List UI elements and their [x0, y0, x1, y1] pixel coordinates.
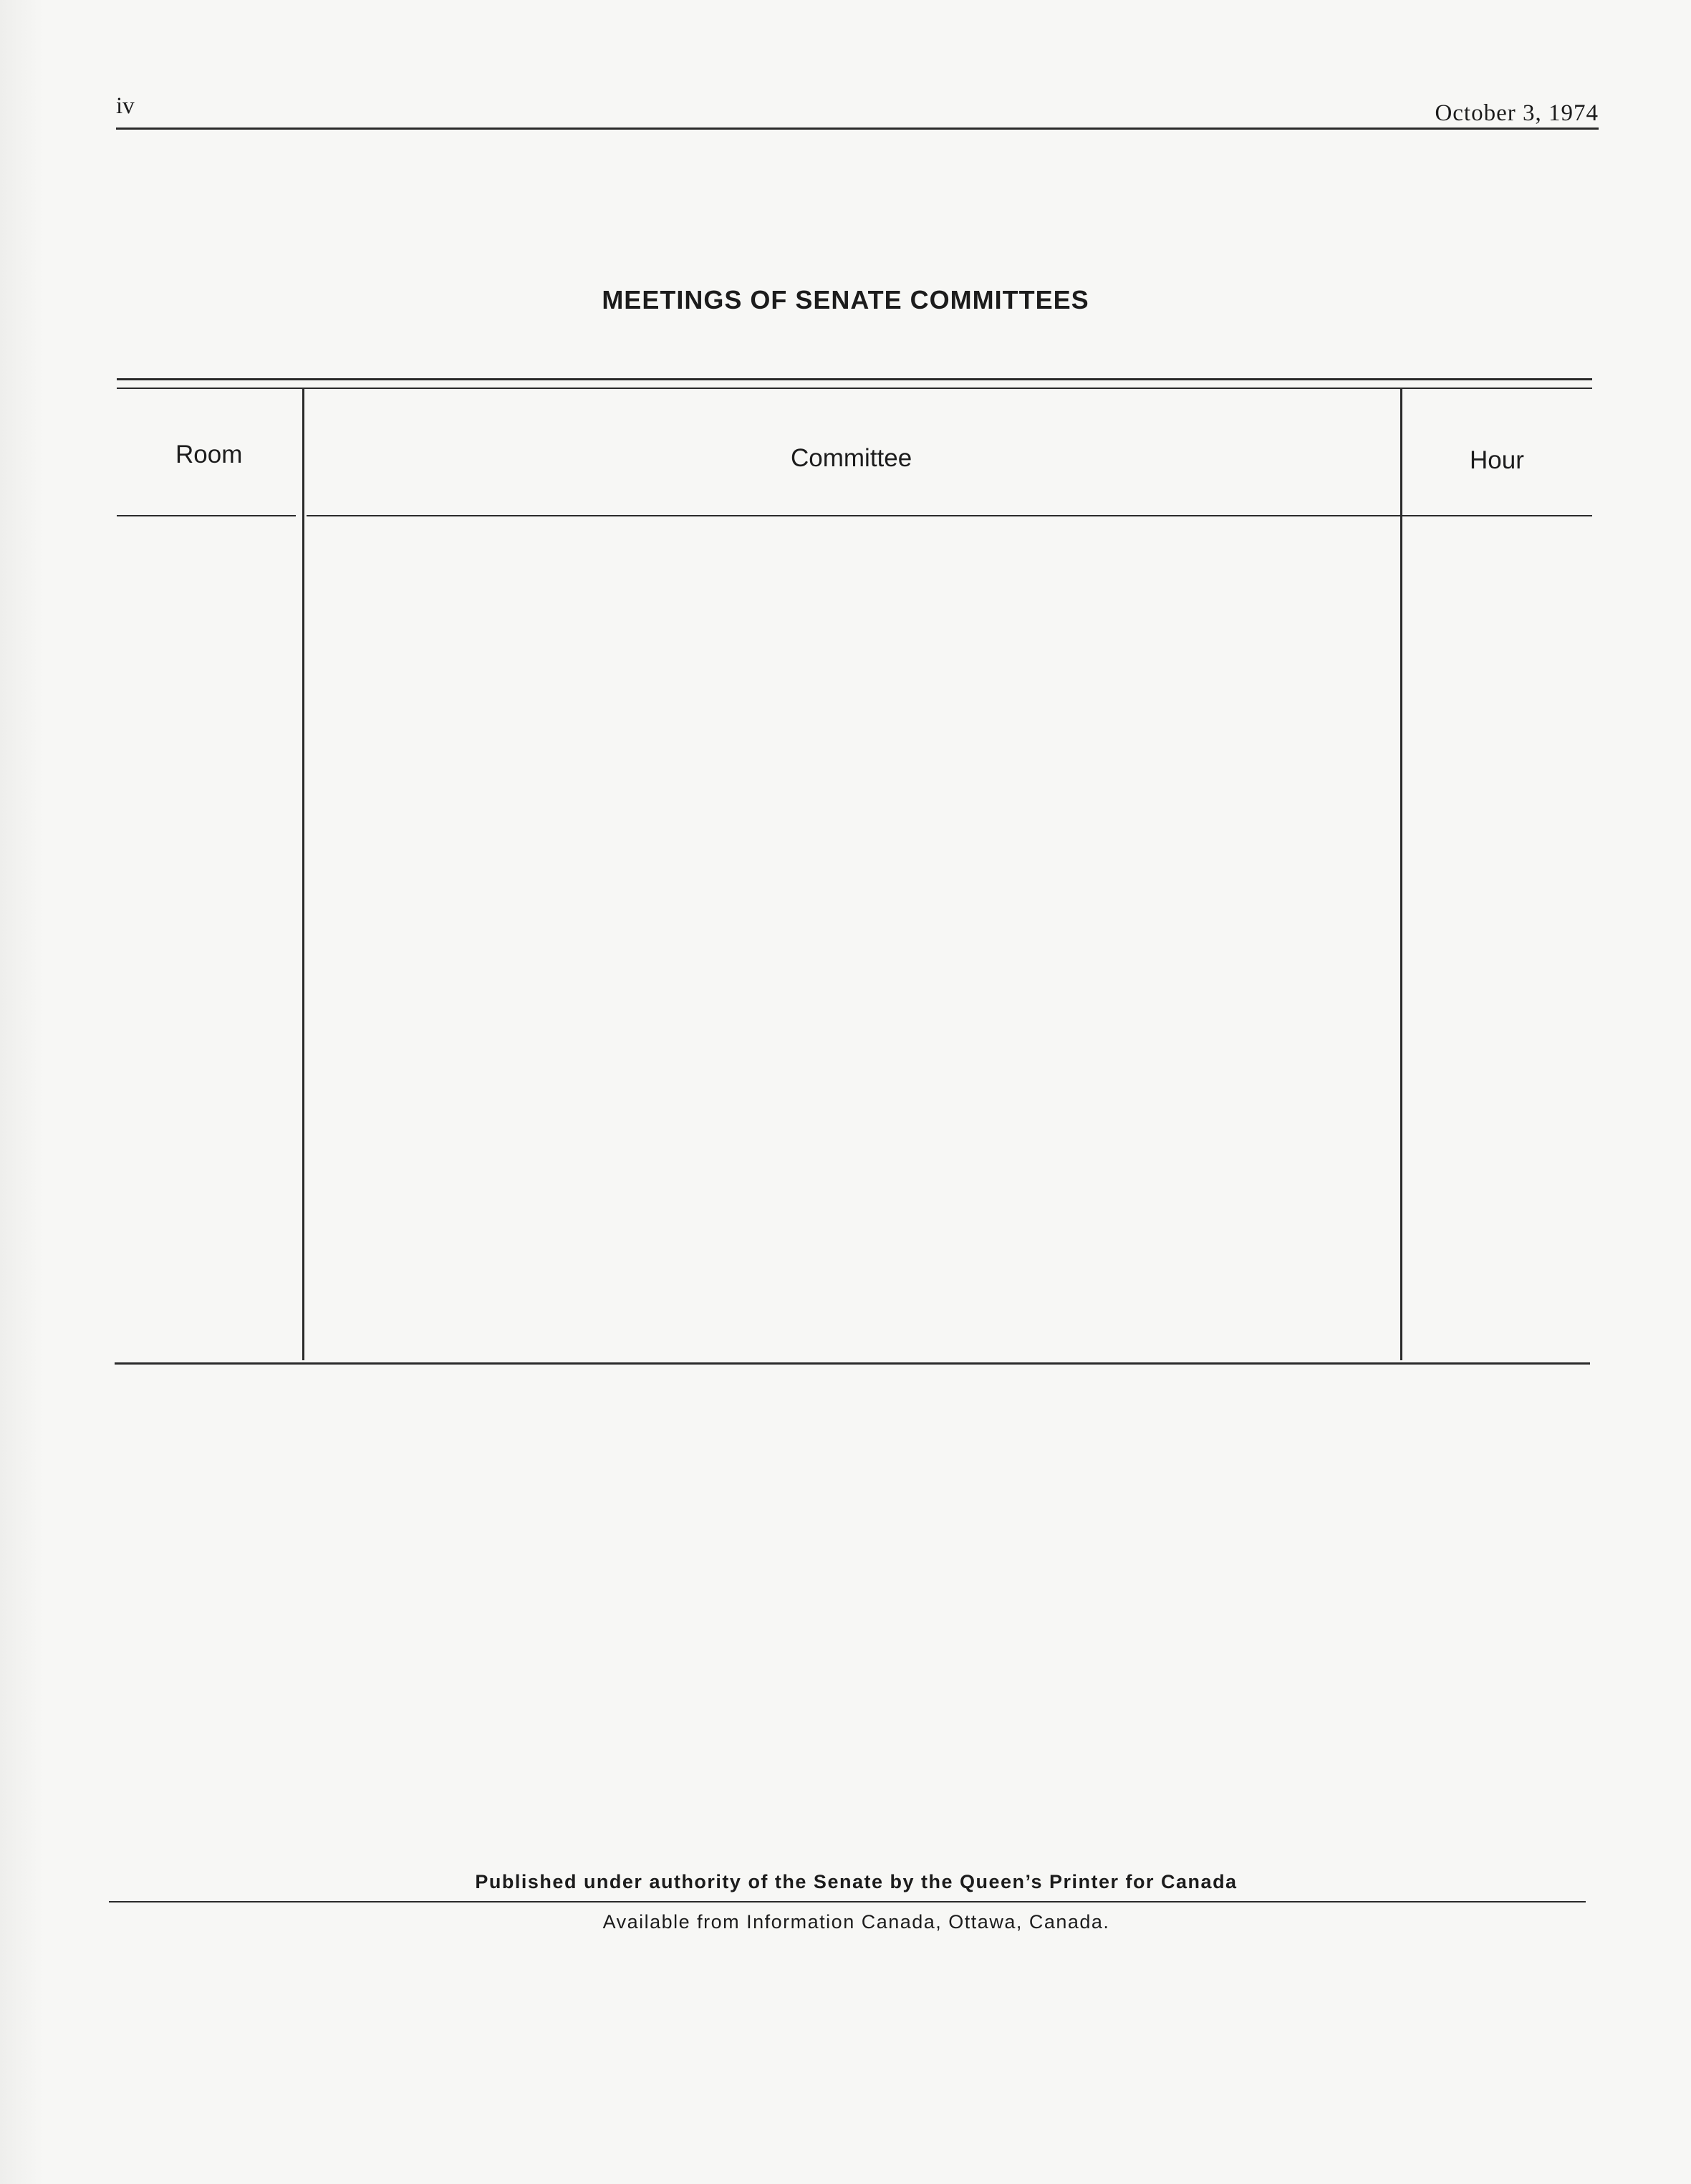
- page-date: October 3, 1974: [1435, 100, 1599, 126]
- page-title: MEETINGS OF SENATE COMMITTEES: [602, 285, 1089, 314]
- page-number: iv: [116, 93, 135, 119]
- availability-note: Available from Information Canada, Ottawa, Canada.: [602, 1911, 1110, 1933]
- table-top-rule: [117, 378, 1592, 380]
- column-header-hour: Hour: [1470, 446, 1524, 474]
- header-underline-main: [307, 515, 1592, 516]
- footer-rule: [109, 1901, 1586, 1902]
- table-top-rule-inner: [117, 388, 1592, 389]
- page-edge-shadow: [0, 0, 43, 2184]
- header-underline-room: [117, 515, 296, 516]
- column-header-committee: Committee: [791, 444, 912, 472]
- header-rule: [116, 128, 1599, 130]
- column-divider-hour: [1400, 388, 1402, 1360]
- table-bottom-rule: [115, 1362, 1590, 1365]
- publisher-note: Published under authority of the Senate by the Queen’s Printer for Canada: [475, 1871, 1238, 1892]
- column-header-room: Room: [175, 441, 243, 468]
- running-head: [116, 93, 1599, 128]
- column-divider-room: [302, 388, 304, 1360]
